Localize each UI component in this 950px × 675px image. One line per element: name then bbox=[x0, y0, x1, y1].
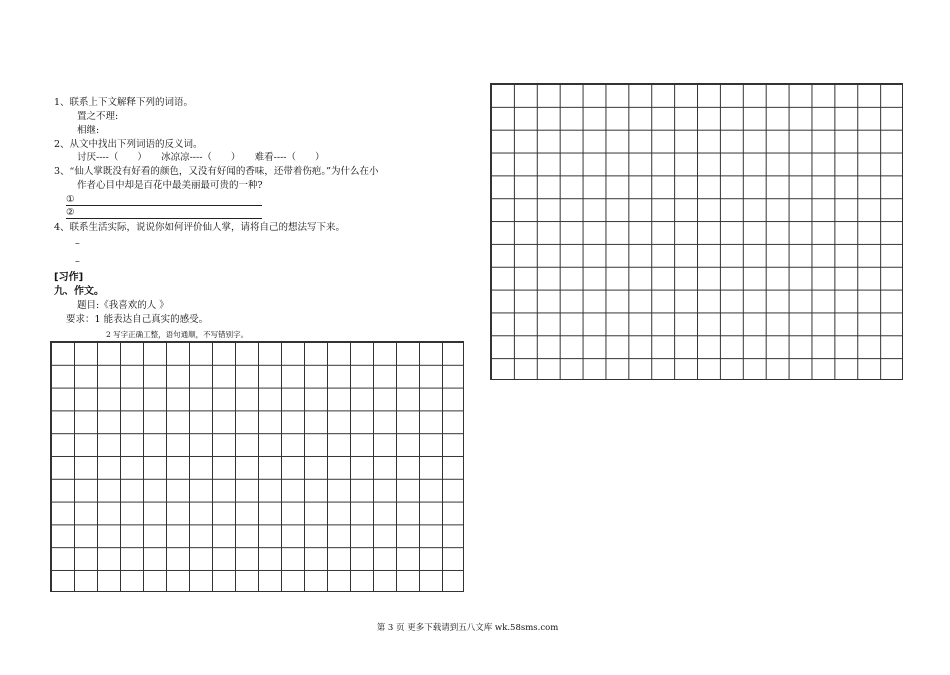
section-tag: [习作] bbox=[54, 272, 84, 283]
q4-answer-dash-2: – bbox=[75, 256, 80, 267]
q3-text-line1: 3、“仙人掌既没有好看的颜色，又没有好闻的香味，还带着伤疤。”为什么在小 bbox=[54, 166, 379, 177]
writing-requirement-2: 2 写字正确工整，语句通顺，不写错别字。 bbox=[106, 330, 249, 339]
page-footer: 第 3 页 更多下载请到五八文库 wk.58sms.com bbox=[376, 623, 559, 633]
section-title: 九、作文。 bbox=[54, 286, 104, 297]
q3-text-line2: 作者心目中却是百花中最美丽最可贵的一种? bbox=[77, 180, 263, 191]
composition-grid-right bbox=[490, 83, 903, 380]
writing-requirement-1: 要求：1 能表达自己真实的感受。 bbox=[66, 314, 209, 325]
writing-topic: 题目:《我喜欢的人 》 bbox=[77, 300, 169, 311]
q4-text: 4、联系生活实际，说说你如何评价仙人掌，请将自己的想法写下来。 bbox=[54, 222, 346, 233]
q3-answer-mark-2: ② bbox=[66, 207, 75, 218]
q2-text: 2、从文中找出下列词语的反义词。 bbox=[54, 139, 203, 150]
q3-answer-line-2 bbox=[66, 218, 262, 219]
q4-answer-dash-1: – bbox=[75, 238, 80, 249]
composition-grid-left bbox=[50, 341, 464, 592]
q1-text: 1、联系上下文解释下列的词语。 bbox=[54, 97, 194, 108]
q3-answer-mark-1: ① bbox=[66, 194, 75, 205]
q1-item-b: 相继: bbox=[77, 125, 100, 136]
q2-items: 讨厌----（ ） 冰凉凉----（ ） 难看----（ ） bbox=[77, 152, 325, 163]
q1-item-a: 置之不理: bbox=[77, 111, 119, 122]
q3-answer-line-1 bbox=[66, 205, 262, 206]
